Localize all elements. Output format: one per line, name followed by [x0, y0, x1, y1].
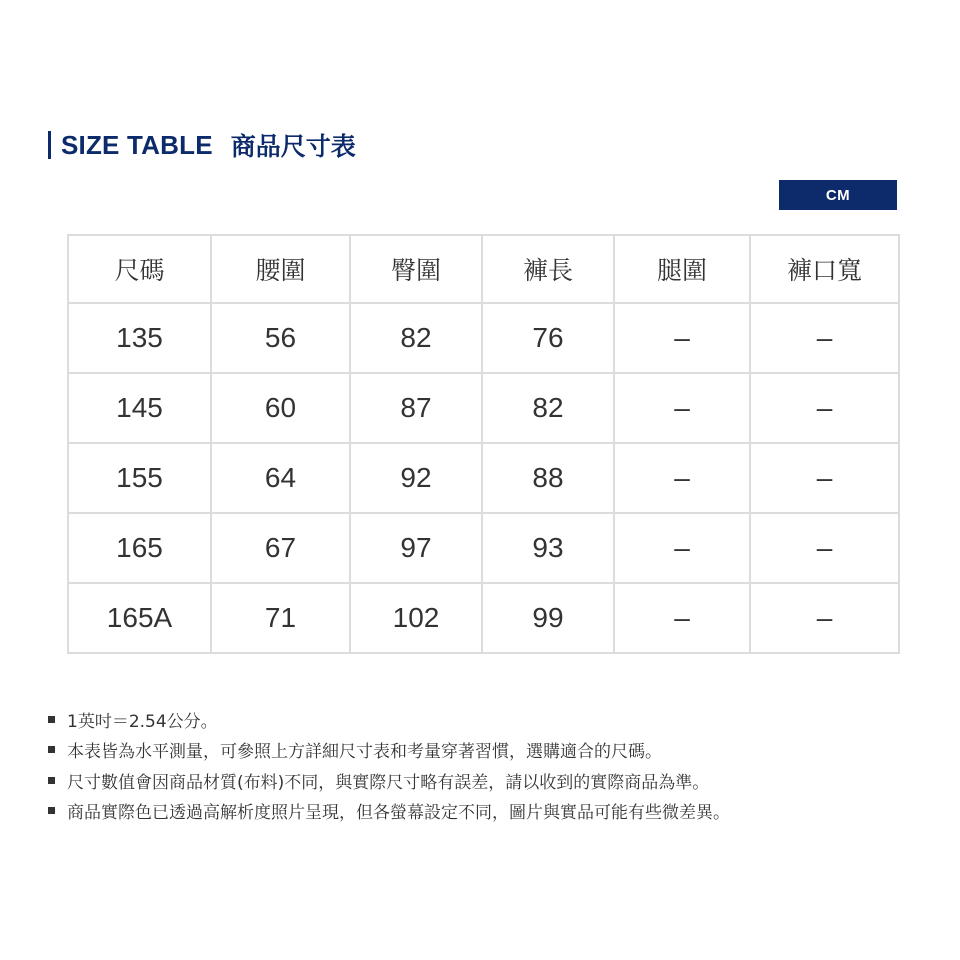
header-size: 尺碼	[68, 235, 211, 303]
bullet-square-icon	[48, 807, 55, 814]
list-item	[48, 704, 730, 735]
cell-length: 88	[482, 443, 614, 513]
list-item	[48, 765, 730, 796]
cell-hem-width: –	[750, 303, 899, 373]
note-text: 本表皆為水平測量，可參照上方詳細尺寸表和考量穿著習慣，選購適合的尺碼。	[67, 742, 662, 763]
cell-thigh: –	[614, 373, 750, 443]
header-thigh: 腿圍	[614, 235, 750, 303]
cell-thigh: –	[614, 583, 750, 653]
cell-hem-width: –	[750, 443, 899, 513]
cell-size: 145	[68, 373, 211, 443]
cell-hem-width: –	[750, 583, 899, 653]
cell-size: 135	[68, 303, 211, 373]
bullet-square-icon	[48, 716, 55, 723]
cell-thigh: –	[614, 443, 750, 513]
table-header-row	[68, 235, 899, 303]
cell-hip: 82	[350, 303, 482, 373]
cell-hem-width: –	[750, 513, 899, 583]
table-row	[68, 583, 899, 653]
list-item	[48, 735, 730, 766]
cell-waist: 56	[211, 303, 350, 373]
header-waist: 腰圍	[211, 235, 350, 303]
cell-waist: 67	[211, 513, 350, 583]
notes-list	[48, 704, 730, 826]
bullet-square-icon	[48, 777, 55, 784]
cell-length: 93	[482, 513, 614, 583]
table-row	[68, 373, 899, 443]
cell-length: 99	[482, 583, 614, 653]
table-row	[68, 443, 899, 513]
header-length: 褲長	[482, 235, 614, 303]
cell-length: 76	[482, 303, 614, 373]
title-english: SIZE TABLE	[61, 129, 213, 160]
cell-hip: 102	[350, 583, 482, 653]
cell-waist: 71	[211, 583, 350, 653]
cell-waist: 64	[211, 443, 350, 513]
note-text: 商品實際色已透過高解析度照片呈現，但各螢幕設定不同，圖片與實品可能有些微差異。	[67, 803, 730, 824]
cell-hip: 92	[350, 443, 482, 513]
cell-size: 165	[68, 513, 211, 583]
list-item	[48, 796, 730, 827]
note-text: 尺寸數值會因商品材質(布料)不同，與實際尺寸略有誤差，請以收到的實際商品為準。	[67, 772, 710, 793]
cell-size: 155	[68, 443, 211, 513]
cell-hip: 97	[350, 513, 482, 583]
page-title	[48, 130, 356, 160]
bullet-square-icon	[48, 746, 55, 753]
header-hip: 臀圍	[350, 235, 482, 303]
cell-hip: 87	[350, 373, 482, 443]
title-accent-bar	[48, 131, 51, 159]
cell-waist: 60	[211, 373, 350, 443]
size-table	[67, 234, 900, 654]
unit-badge: CM	[779, 180, 897, 210]
cell-size: 165A	[68, 583, 211, 653]
table-row	[68, 513, 899, 583]
cell-hem-width: –	[750, 373, 899, 443]
header-hem-width: 褲口寬	[750, 235, 899, 303]
cell-thigh: –	[614, 303, 750, 373]
title-chinese: 商品尺寸表	[230, 132, 356, 161]
table-row	[68, 303, 899, 373]
cell-thigh: –	[614, 513, 750, 583]
cell-length: 82	[482, 373, 614, 443]
note-text: 1英吋＝2.54公分。	[67, 711, 218, 732]
